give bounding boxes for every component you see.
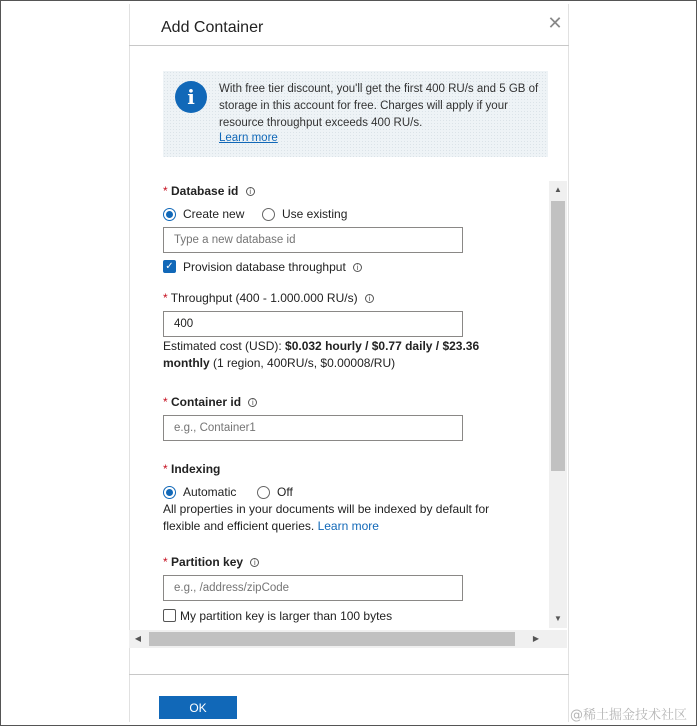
- info-tooltip-icon[interactable]: i: [248, 398, 257, 407]
- horizontal-scrollbar[interactable]: [129, 630, 547, 648]
- scroll-right-arrow-icon[interactable]: ▶: [532, 634, 540, 643]
- partition-key-input[interactable]: [163, 575, 463, 601]
- vertical-scrollbar[interactable]: [549, 181, 567, 628]
- title-divider: [129, 45, 569, 46]
- provision-throughput-label: [183, 260, 362, 274]
- cost-prefix: Estimated cost (USD):: [163, 339, 286, 353]
- indexing-learn-more-link[interactable]: Learn more: [317, 519, 379, 533]
- scrollbar-corner: [547, 630, 567, 648]
- partition-key-label: [163, 555, 259, 569]
- required-marker: *: [163, 462, 168, 476]
- container-id-label: [163, 395, 257, 409]
- info-learn-more-link[interactable]: Learn more: [219, 132, 278, 144]
- close-icon[interactable]: ✕: [547, 13, 563, 33]
- indexing-off-radio[interactable]: [257, 486, 270, 499]
- required-marker: *: [163, 395, 168, 409]
- form-scroll-area: [149, 181, 568, 648]
- large-partition-key-label: My partition key is larger than 100 bytes: [180, 609, 393, 623]
- throughput-label-text: Throughput (400 - 1.000.000 RU/s): [170, 291, 358, 305]
- create-new-radio[interactable]: [163, 208, 176, 221]
- info-tooltip-icon[interactable]: i: [246, 187, 255, 196]
- info-icon: i: [175, 81, 207, 113]
- ok-button[interactable]: OK: [159, 696, 237, 719]
- required-marker: *: [163, 291, 168, 305]
- throughput-label: [163, 291, 374, 305]
- use-existing-radio[interactable]: [262, 208, 275, 221]
- database-id-input[interactable]: [163, 227, 463, 253]
- required-marker: *: [163, 184, 168, 198]
- info-tooltip-icon[interactable]: i: [353, 263, 362, 272]
- throughput-input[interactable]: [163, 311, 463, 337]
- scroll-left-arrow-icon[interactable]: ◀: [134, 634, 142, 643]
- container-id-label-text: Container id: [171, 395, 242, 409]
- indexing-description: [163, 501, 508, 535]
- required-marker: *: [163, 555, 168, 569]
- container-id-input[interactable]: [163, 415, 463, 441]
- large-partition-key-checkbox[interactable]: [163, 609, 176, 622]
- database-id-label: [163, 184, 255, 198]
- use-existing-label: Use existing: [282, 207, 348, 221]
- provision-throughput-checkbox[interactable]: ✓: [163, 260, 176, 273]
- indexing-label-text: Indexing: [171, 462, 221, 476]
- partition-key-label-text: Partition key: [171, 555, 244, 569]
- database-id-label-text: Database id: [171, 184, 239, 198]
- indexing-automatic-label: Automatic: [183, 485, 237, 499]
- footer-divider: [129, 674, 569, 675]
- indexing-description-text: All properties in your documents will be indexed by default for flexible and efficient queries.: [163, 502, 490, 533]
- estimated-cost-text: [163, 338, 503, 372]
- watermark-text: @稀土掘金技术社区: [569, 708, 687, 723]
- info-tooltip-icon[interactable]: i: [250, 558, 259, 567]
- cost-amount: $0.032 hourly / $0.77 daily / $23.36 monthly: [163, 339, 480, 370]
- free-tier-info-text: With free tier discount, you'll get the first 400 RU/s and 5 GB of storage in this account for free. Charges will apply if your resource throughput exceeds 400 RU/s.: [219, 83, 539, 129]
- create-new-label: Create new: [183, 207, 245, 221]
- scroll-up-arrow-icon[interactable]: ▲: [554, 185, 562, 194]
- vertical-scroll-thumb[interactable]: [551, 201, 565, 471]
- dialog-title: Add Container: [161, 19, 264, 36]
- indexing-automatic-radio[interactable]: [163, 486, 176, 499]
- info-tooltip-icon[interactable]: i: [365, 294, 374, 303]
- indexing-off-label: Off: [277, 485, 293, 499]
- cost-details: (1 region, 400RU/s, $0.00008/RU): [209, 356, 396, 370]
- indexing-label: [163, 462, 220, 476]
- horizontal-scroll-thumb[interactable]: [149, 632, 515, 646]
- provision-throughput-label-text: Provision database throughput: [183, 260, 346, 274]
- scroll-down-arrow-icon[interactable]: ▼: [554, 614, 562, 623]
